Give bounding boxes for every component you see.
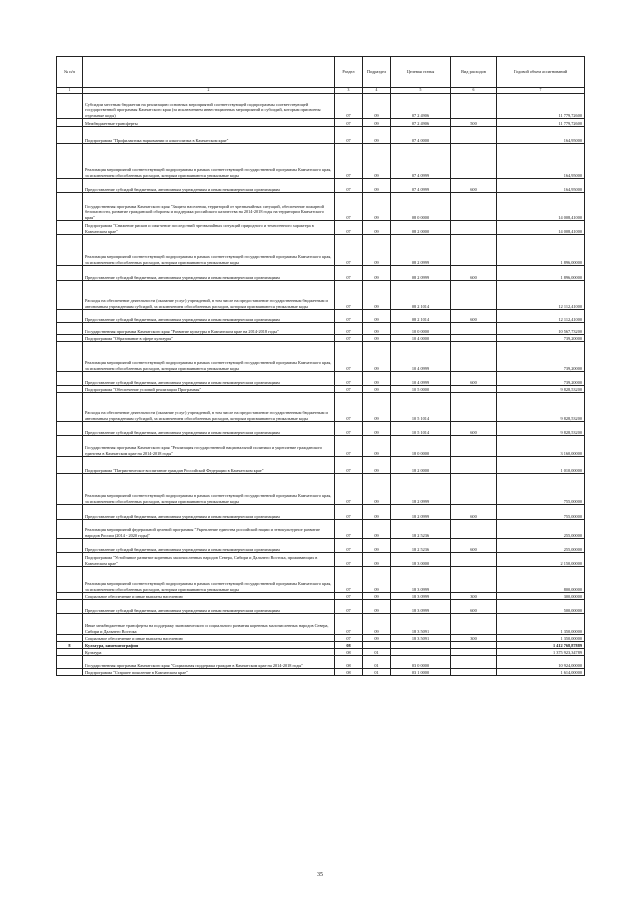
row-subsection [363,642,391,649]
row-number [57,649,83,656]
row-name: Подпрограмма "Профилактика наркомании и алкоголизма в Камчатском крае" [83,127,335,144]
row-number [57,372,83,386]
row-exptype [451,457,497,474]
table-row [57,342,585,372]
row-section: 07 [335,474,363,505]
table-row [57,593,585,600]
row-section: 07 [335,567,363,593]
row-name: Культура [83,649,335,656]
row-section: 07 [335,235,363,266]
row-exptype [451,342,497,372]
row-number [57,553,83,567]
row-exptype [451,642,497,649]
row-section: 07 [335,281,363,310]
col-index: 7 [497,88,585,94]
row-section: 08 [335,649,363,656]
row-name: Культура, кинематография [83,642,335,649]
row-section: 07 [335,600,363,614]
row-section: 07 [335,119,363,127]
row-target: 18 3 0999 [391,593,451,600]
row-name: Государственная программа Камчатского края "Реализация государственной национальной политики и укрепление гражданского единства в Камчатском крае на 2014-2018 годы" [83,436,335,457]
table-row [57,144,585,179]
row-target: 10 4 0999 [391,372,451,386]
row-target: 08 2 0999 [391,235,451,266]
row-exptype: 300 [451,593,497,600]
row-section: 07 [335,614,363,635]
document-page [56,56,584,676]
row-amount: 1 896,00000 [497,235,585,266]
row-subsection: 09 [363,235,391,266]
row-name: Предоставление субсидий бюджетным, автономным учреждениям и иным некоммерческим организациям [83,179,335,193]
row-name: Подпрограмма "Патриотическое воспитание граждан Российской Федерации в Камчатском крае" [83,457,335,474]
table-row [57,266,585,281]
row-amount: 9 828,53200 [497,422,585,436]
row-section: 07 [335,144,363,179]
row-amount: 739,20000 [497,372,585,386]
row-section: 07 [335,342,363,372]
row-number [57,335,83,342]
row-exptype [451,567,497,593]
row-amount: 1 350,00000 [497,635,585,642]
header-name [83,57,335,88]
row-name: Реализация мероприятий соответствующей подпрограммы в рамках соответствующей государственной программы Камчатского края, за исключением обособленных расходов, которым присваиваются уникальные коды [83,235,335,266]
row-amount: 164,95000 [497,127,585,144]
row-exptype [451,669,497,676]
table-row [57,669,585,676]
row-name: Расходы на обеспечение деятельности (оказание услуг) учреждений, в том числе на предоставление государственным бюджетным и автономным учреждениям субсидий, за исключением обособленных расходов, которым присваиваются уникальные коды [83,281,335,310]
row-target: 03 0 0000 [391,656,451,669]
row-section: 07 [335,323,363,335]
row-section: 07 [335,193,363,221]
table-row [57,127,585,144]
row-number [57,193,83,221]
row-target: 10 0 0000 [391,323,451,335]
row-amount: 164,95000 [497,144,585,179]
col-index: 3 [335,88,363,94]
row-name: Подпрограмма "Устойчивое развитие коренных малочисленных народов Севера, Сибири и Дальнего Востока, проживающих в Камчатском крае" [83,553,335,567]
table-row [57,335,585,342]
row-section: 07 [335,335,363,342]
row-exptype [451,323,497,335]
row-target [391,649,451,656]
row-section: 08 [335,642,363,649]
row-target: 18 3 5091 [391,635,451,642]
row-subsection: 09 [363,553,391,567]
row-number [57,669,83,676]
row-exptype: 600 [451,266,497,281]
row-exptype [451,656,497,669]
table-row [57,221,585,235]
row-section: 07 [335,593,363,600]
row-amount: 1 350,00000 [497,614,585,635]
row-section: 07 [335,635,363,642]
row-number [57,474,83,505]
header-target: Целевая статья [391,57,451,88]
row-subsection: 09 [363,193,391,221]
table-row [57,642,585,649]
table-row [57,422,585,436]
row-subsection: 09 [363,94,391,119]
row-number [57,567,83,593]
row-name: Государственная программа Камчатского края "Защита населения, территорий от чрезвычайных ситуаций, обеспечение пожарной безопасности, развитие гражданской обороны и поддержка российского казачества на 2014-2018 годы на территории Камчатского края" [83,193,335,221]
row-subsection: 09 [363,281,391,310]
row-target: 18 3 0000 [391,553,451,567]
row-target: 18 0 0000 [391,436,451,457]
row-subsection: 09 [363,335,391,342]
table-row [57,600,585,614]
row-amount: 255,00000 [497,539,585,553]
table-row [57,553,585,567]
row-name: Предоставление субсидий бюджетным, автономным учреждениям и иным некоммерческим организациям [83,539,335,553]
row-name: Расходы на обеспечение деятельности (оказание услуг) учреждений, в том числе на предоставление государственным бюджетным и автономным учреждениям субсидий, за исключением обособленных расходов, которым присваиваются уникальные коды [83,393,335,422]
table-row [57,656,585,669]
header-num: № п/п [57,57,83,88]
row-exptype [451,474,497,505]
row-exptype: 300 [451,635,497,642]
row-name: Государственная программа Камчатского края "Социальная поддержка граждан в Камчатском крае на 2014-2018 годы" [83,656,335,669]
row-exptype [451,614,497,635]
row-subsection: 09 [363,422,391,436]
row-number: 8 [57,642,83,649]
row-section: 07 [335,505,363,520]
row-subsection: 01 [363,656,391,669]
row-amount: 164,95000 [497,179,585,193]
col-index: 2 [83,88,335,94]
row-exptype [451,94,497,119]
header-exptype: Вид расходов [451,57,497,88]
table-row [57,539,585,553]
row-target: 10 5 1014 [391,422,451,436]
row-name: Государственная программа Камчатского края "Развитие культуры в Камчатском крае на 2014-2018 годы" [83,323,335,335]
row-name: Субсидии местным бюджетам на реализацию основных мероприятий соответствующей подпрограммы соответствующей государственной программы Камчатского края (за исключением инвестиционных мероприятий и субсидий, которым присвоены отдельные коды) [83,94,335,119]
row-exptype: 600 [451,310,497,323]
row-exptype [451,335,497,342]
row-amount: 12 112,41000 [497,310,585,323]
row-section: 07 [335,266,363,281]
row-section: 07 [335,221,363,235]
row-amount: 755,00000 [497,474,585,505]
table-row [57,436,585,457]
row-exptype: 600 [451,505,497,520]
table-body [57,94,585,676]
row-section: 07 [335,520,363,539]
table-row [57,520,585,539]
row-target: 08 2 0999 [391,266,451,281]
row-number [57,635,83,642]
row-amount: 9 828,53200 [497,393,585,422]
row-exptype [451,221,497,235]
row-subsection: 09 [363,323,391,335]
row-name: Реализация мероприятий соответствующей подпрограммы в рамках соответствующей государственной программы Камчатского края, за исключением обособленных расходов, которым присваиваются уникальные коды [83,144,335,179]
row-name: Подпрограмма "Снижение рисков и смягчение последствий чрезвычайных ситуаций природного и техногенного характера в Камчатском крае" [83,221,335,235]
row-number [57,144,83,179]
table-row [57,179,585,193]
row-name: Реализация мероприятий федеральной целевой программы "Укрепление единства российской нации и этнокультурное развитие народов России (2014 - 2020 годы)" [83,520,335,539]
row-number [57,505,83,520]
row-exptype [451,235,497,266]
table-row [57,235,585,266]
col-index: 6 [451,88,497,94]
row-number [57,520,83,539]
row-amount: 255,00000 [497,520,585,539]
row-amount: 1 896,00000 [497,266,585,281]
row-subsection: 09 [363,119,391,127]
row-target: 10 5 1014 [391,393,451,422]
row-subsection: 09 [363,342,391,372]
row-subsection: 09 [363,474,391,505]
row-amount: 739,20000 [497,342,585,372]
row-number [57,235,83,266]
row-section: 07 [335,127,363,144]
row-target: 18 2 5236 [391,520,451,539]
row-section: 07 [335,539,363,553]
row-target: 07 2 4906 [391,119,451,127]
row-number [57,422,83,436]
row-amount: 2 150,00000 [497,553,585,567]
header-subsection: Подраздел [363,57,391,88]
row-subsection: 09 [363,221,391,235]
row-subsection: 09 [363,614,391,635]
row-section: 08 [335,669,363,676]
row-amount: 755,00000 [497,505,585,520]
row-target: 18 2 5236 [391,539,451,553]
row-subsection: 09 [363,567,391,593]
table-row [57,372,585,386]
row-name: Предоставление субсидий бюджетным, автономным учреждениям и иным некоммерческим организациям [83,266,335,281]
row-section: 07 [335,386,363,393]
row-exptype [451,393,497,422]
table-row [57,649,585,656]
row-number [57,310,83,323]
row-name: Предоставление субсидий бюджетным, автономным учреждениям и иным некоммерческим организациям [83,372,335,386]
row-target: 18 2 0000 [391,457,451,474]
row-target: 18 2 0999 [391,474,451,505]
row-section: 07 [335,457,363,474]
row-amount: 3 160,00000 [497,436,585,457]
row-target: 18 2 0999 [391,505,451,520]
row-target: 18 3 0999 [391,567,451,593]
table-row [57,474,585,505]
table-row [57,193,585,221]
row-section: 07 [335,94,363,119]
row-number [57,119,83,127]
row-number [57,614,83,635]
row-target: 07 4 0999 [391,179,451,193]
row-subsection: 09 [363,310,391,323]
budget-table [56,56,585,676]
table-row [57,635,585,642]
row-exptype [451,144,497,179]
table-row [57,281,585,310]
row-name: Межбюджетные трансферты [83,119,335,127]
row-amount: 739,20000 [497,335,585,342]
row-number [57,436,83,457]
row-exptype [451,649,497,656]
row-section: 07 [335,179,363,193]
row-name: Подпрограмма "Старшее поколение в Камчатском крае" [83,669,335,676]
row-section: 07 [335,422,363,436]
row-section: 07 [335,436,363,457]
row-exptype: 500 [451,119,497,127]
row-target: 03 1 0000 [391,669,451,676]
row-amount: 10 924,00000 [497,656,585,669]
row-section: 07 [335,553,363,567]
row-exptype [451,386,497,393]
row-subsection: 09 [363,593,391,600]
row-name: Реализация мероприятий соответствующей подпрограммы в рамках соответствующей государственной программы Камчатского края, за исключением обособленных расходов, которым присваиваются уникальные коды [83,342,335,372]
row-amount: 1 375 923,34789 [497,649,585,656]
row-name: Подпрограмма "Обеспечение условий реализации Программы" [83,386,335,393]
row-exptype [451,553,497,567]
row-name: Иные межбюджетные трансферты на поддержку экономического и социального развития коренных малочисленных народов Севера, Сибири и Дальнего Востока [83,614,335,635]
row-target: 18 3 5091 [391,614,451,635]
row-target [391,642,451,649]
row-exptype [451,127,497,144]
row-subsection: 01 [363,669,391,676]
row-subsection: 09 [363,393,391,422]
header-section: Раздел [335,57,363,88]
row-number [57,94,83,119]
row-number [57,179,83,193]
row-target: 18 3 0999 [391,600,451,614]
table-header [57,57,585,88]
row-number [57,656,83,669]
row-subsection: 09 [363,372,391,386]
row-exptype: 600 [451,539,497,553]
row-name: Предоставление субсидий бюджетным, автономным учреждениям и иным некоммерческим организациям [83,310,335,323]
row-amount: 14 008,41000 [497,193,585,221]
header-amount: Годовой объем ассигнований [497,57,585,88]
row-amount: 1 412 768,87889 [497,642,585,649]
row-subsection: 09 [363,635,391,642]
row-amount: 14 008,41000 [497,221,585,235]
row-exptype [451,436,497,457]
row-exptype: 600 [451,372,497,386]
row-subsection: 09 [363,266,391,281]
table-row [57,457,585,474]
table-row [57,94,585,119]
row-section: 07 [335,310,363,323]
table-row [57,323,585,335]
row-section: 07 [335,372,363,386]
page-number: 35 [317,872,323,878]
row-amount: 500,00000 [497,600,585,614]
row-target: 08 2 1014 [391,281,451,310]
row-amount: 800,00000 [497,567,585,593]
table-row [57,393,585,422]
row-number [57,323,83,335]
row-exptype [451,281,497,310]
col-index: 1 [57,88,83,94]
row-name: Предоставление субсидий бюджетным, автономным учреждениям и иным некоммерческим организациям [83,422,335,436]
row-subsection: 09 [363,144,391,179]
row-name: Подпрограмма "Образование в сфере культуры" [83,335,335,342]
row-number [57,386,83,393]
row-subsection: 09 [363,386,391,393]
row-amount: 1 010,00000 [497,457,585,474]
table-row [57,386,585,393]
table-row [57,119,585,127]
row-subsection: 01 [363,649,391,656]
row-exptype: 600 [451,422,497,436]
row-number [57,393,83,422]
row-section: 08 [335,656,363,669]
table-row [57,505,585,520]
row-exptype [451,520,497,539]
row-subsection: 09 [363,539,391,553]
row-number [57,593,83,600]
row-number [57,342,83,372]
row-exptype: 600 [451,600,497,614]
table-row [57,310,585,323]
row-amount: 9 828,53200 [497,386,585,393]
row-amount: 11 779,72600 [497,119,585,127]
row-amount: 300,00000 [497,593,585,600]
row-subsection: 09 [363,457,391,474]
row-number [57,127,83,144]
row-target: 07 4 0999 [391,144,451,179]
row-target: 10 5 0000 [391,386,451,393]
row-target: 08 2 0000 [391,221,451,235]
table-row [57,614,585,635]
row-target: 07 4 0000 [391,127,451,144]
row-name: Реализация мероприятий соответствующей подпрограммы в рамках соответствующей государственной программы Камчатского края, за исключением обособленных расходов, которым присваиваются уникальные коды [83,567,335,593]
row-subsection: 09 [363,179,391,193]
table-row [57,567,585,593]
row-number [57,600,83,614]
row-exptype [451,193,497,221]
col-index: 4 [363,88,391,94]
row-amount: 1 614,00000 [497,669,585,676]
row-name: Предоставление субсидий бюджетным, автономным учреждениям и иным некоммерческим организациям [83,505,335,520]
row-target: 08 2 1014 [391,310,451,323]
row-number [57,281,83,310]
row-amount: 11 779,72600 [497,94,585,119]
row-amount: 10 567,73200 [497,323,585,335]
row-subsection: 09 [363,520,391,539]
row-target: 08 0 0000 [391,193,451,221]
row-number [57,539,83,553]
row-number [57,457,83,474]
row-subsection: 09 [363,505,391,520]
row-exptype: 600 [451,179,497,193]
row-subsection: 09 [363,600,391,614]
row-target: 10 4 0999 [391,342,451,372]
row-name: Социальное обеспечение и иные выплаты населению [83,635,335,642]
row-subsection: 09 [363,436,391,457]
row-section: 07 [335,393,363,422]
row-name: Предоставление субсидий бюджетным, автономным учреждениям и иным некоммерческим организациям [83,600,335,614]
row-name: Социальное обеспечение и иные выплаты населению [83,593,335,600]
col-index: 5 [391,88,451,94]
row-target: 07 2 4906 [391,94,451,119]
row-number [57,266,83,281]
row-target: 10 4 0000 [391,335,451,342]
row-amount: 12 112,41000 [497,281,585,310]
row-number [57,221,83,235]
row-subsection: 09 [363,127,391,144]
row-name: Реализация мероприятий соответствующей подпрограммы в рамках соответствующей государственной программы Камчатского края, за исключением обособленных расходов, которым присваиваются уникальные коды [83,474,335,505]
